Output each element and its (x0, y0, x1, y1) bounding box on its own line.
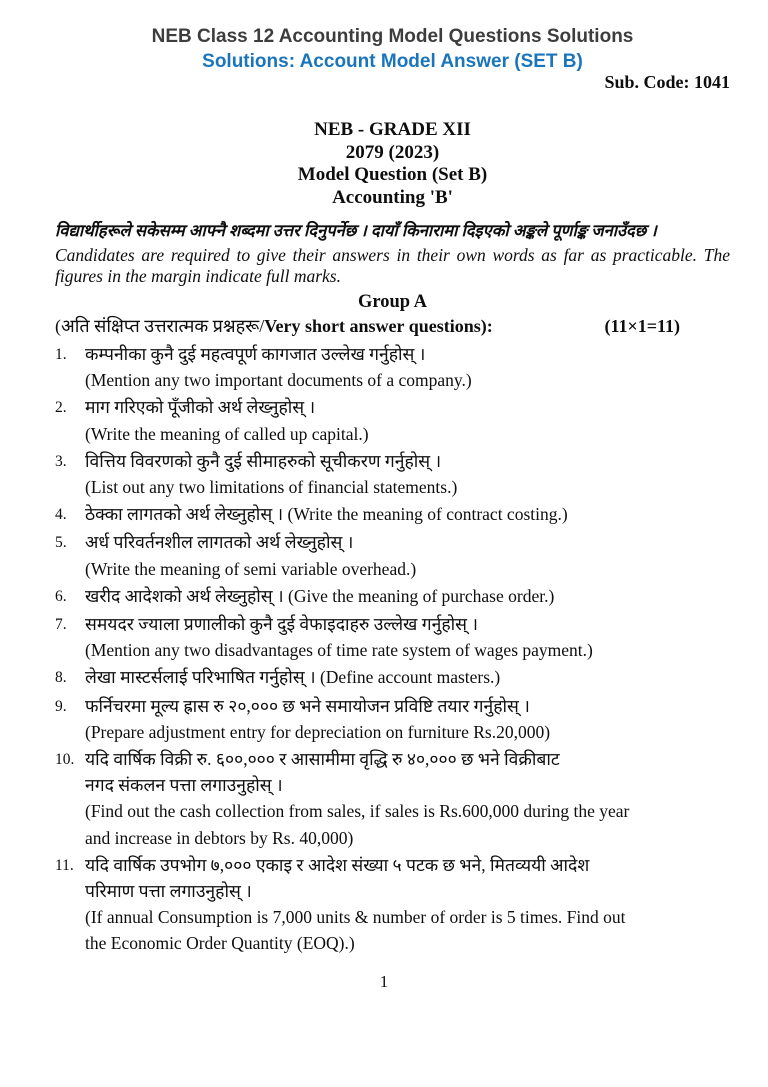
question-line: (Prepare adjustment entry for depreciation on furniture Rs.20,000) (85, 721, 551, 742)
section-intro-row (55, 314, 730, 338)
question-line: and increase in debtors by Rs. 40,000) (85, 827, 354, 848)
question-text (85, 852, 730, 957)
question-number: 6. (55, 587, 67, 605)
question-number: 5. (55, 534, 67, 552)
question-line: (Write the meaning of called up capital.) (85, 423, 369, 444)
question-line: (Mention any two important documents of a company.) (85, 370, 472, 391)
question-line: (Mention any two disadvantages of time rate system of wages payment.) (85, 640, 593, 661)
question-line: the Economic Order Quantity (EOQ).) (85, 933, 355, 954)
question-number: 7. (55, 616, 67, 634)
question-row (55, 341, 730, 393)
question-number: 4. (55, 506, 67, 524)
question-row (55, 448, 730, 500)
instruction-nepali: विद्यार्थीहरूले सकेसम्म आफ्नै शब्दमा उत्तर दिनुपर्नेछ । दायाँ किनारामा दिइएको अङ्कले पूर्णाङ्क जनाउँदछ । (55, 221, 657, 240)
question-text (85, 611, 730, 663)
question-line: (If annual Consumption is 7,000 units & number of order is 5 times. Find out (85, 907, 626, 928)
section-intro-english: Very short answer questions): (264, 316, 493, 336)
question-text (85, 394, 730, 446)
site-header-title: NEB Class 12 Accounting Model Questions Solutions (151, 26, 634, 47)
exam-year-line: 2079 (2023) (345, 141, 440, 163)
question-text (85, 341, 730, 393)
section-intro-text (55, 314, 493, 338)
exam-set-line: Model Question (Set B) (297, 164, 488, 185)
question-line: माग गरिएको पूँजीको अर्थ लेख्नुहोस् । (85, 397, 316, 418)
question-text (85, 529, 730, 581)
question-line: (Find out the cash collection from sales, if sales is Rs.600,000 during the year (85, 801, 630, 822)
question-line: ठेक्का लागतको अर्थ लेख्नुहोस् । (Write the meaning of contract costing.) (85, 504, 568, 525)
question-text (85, 501, 730, 528)
question-row (55, 583, 730, 610)
question-line: (Write the meaning of semi variable overhead.) (85, 558, 417, 579)
exam-subject-line: Accounting 'B' (332, 186, 453, 208)
questions-list (55, 341, 730, 957)
question-number: 9. (55, 697, 67, 715)
page-number: 1 (379, 972, 389, 991)
question-line: यदि वार्षिक विक्री रु. ६००,००० र आसामीमा वृद्धि रु ४०,००० छ भने विक्रीबाट (85, 749, 560, 770)
question-line: (List out any two limitations of financial statements.) (85, 477, 458, 498)
question-line: अर्ध परिवर्तनशील लागतको अर्थ लेख्नुहोस् । (85, 532, 354, 553)
question-line: कम्पनीका कुनै दुई महत्वपूर्ण कागजात उल्लेख गर्नुहोस् । (85, 344, 426, 364)
section-marks: (11×1=11) (604, 316, 680, 336)
question-text (85, 693, 730, 745)
question-line: फर्निचरमा मूल्य ह्रास रु २०,००० छ भने समायोजन प्रविष्टि तयार गर्नुहोस् । (85, 695, 530, 716)
question-line: समयदर ज्याला प्रणालीको कुनै दुई वेफाइदाहरु उल्लेख गर्नुहोस् । (85, 614, 478, 635)
group-a-heading: Group A (357, 292, 428, 312)
question-line: यदि वार्षिक उपभोग ७,००० एकाइ र आदेश संख्या ५ पटक छ भने, मितव्ययी आदेश (85, 854, 590, 875)
exam-board-line: NEB - GRADE XII (314, 119, 471, 140)
question-number: 1. (55, 346, 67, 363)
question-row (55, 852, 730, 957)
question-row (55, 501, 730, 528)
instruction-english: Candidates are required to give their answers in their own words as far as practicable. The figures in the margin indicate full marks. (55, 245, 730, 286)
solutions-subtitle-link[interactable]: Solutions: Account Model Answer (SET B) (202, 51, 583, 72)
question-text (85, 664, 730, 691)
question-row (55, 746, 730, 851)
question-row (55, 611, 730, 663)
question-number: 8. (55, 669, 67, 687)
question-number: 10. (55, 751, 75, 769)
question-line: वित्तिय विवरणको कुनै दुई सीमाहरुको सूचीकरण गर्नुहोस् । (85, 450, 442, 471)
question-row (55, 664, 730, 691)
subject-code: Sub. Code: 1041 (604, 72, 730, 92)
question-row (55, 693, 730, 745)
question-row (55, 394, 730, 446)
question-text (85, 448, 730, 500)
question-number: 2. (55, 399, 67, 417)
question-number: 11. (55, 856, 74, 874)
question-row (55, 529, 730, 581)
question-line: लेखा मास्टर्सलाई परिभाषित गर्नुहोस् । (Define account masters.) (85, 667, 501, 688)
question-text (85, 583, 730, 610)
question-number: 3. (55, 452, 67, 470)
question-line: नगद संकलन पत्ता लगाउनुहोस् । (85, 775, 283, 796)
question-line: परिमाण पत्ता लगाउनुहोस् । (85, 881, 252, 902)
question-line: खरीद आदेशको अर्थ लेख्नुहोस् । (Give the meaning of purchase order.) (85, 585, 555, 606)
exam-title-block (55, 119, 730, 209)
section-intro-nepali: (अति संक्षिप्त उत्तरात्मक प्रश्नहरू/ (55, 316, 265, 336)
question-text (85, 746, 730, 851)
